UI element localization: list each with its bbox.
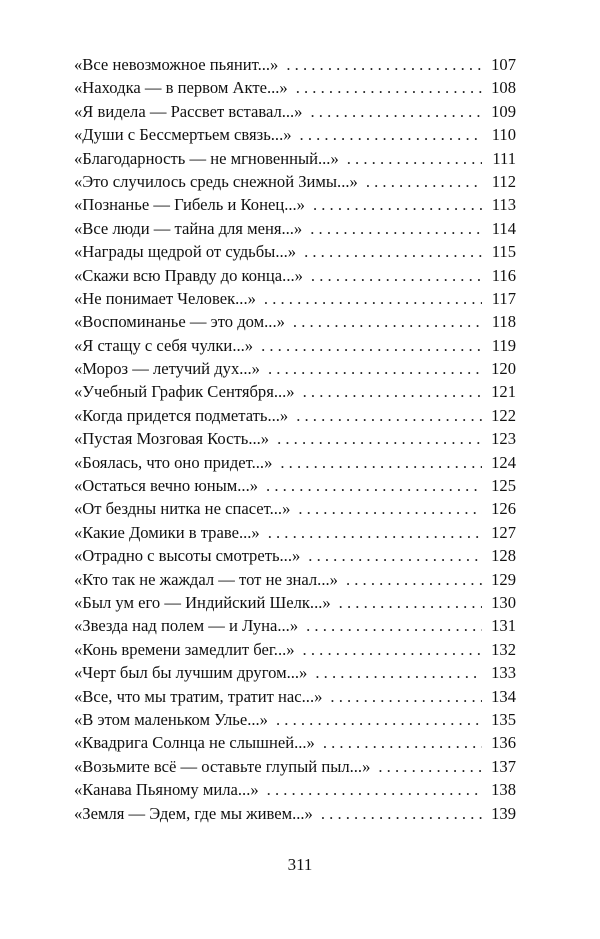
toc-dot-leader (304, 240, 482, 263)
toc-entry-page-number: 108 (491, 78, 516, 98)
toc-entry-title: «Канава Пьяному мила...» (74, 780, 259, 800)
toc-entry (74, 451, 516, 474)
toc-entry-page-number: 136 (491, 733, 516, 753)
toc-entry-page-number: 125 (491, 476, 516, 496)
toc-entry-title: «Черт был бы лучшим другом...» (74, 663, 308, 683)
toc-entry-title: «Мороз — летучий дух...» (74, 359, 260, 379)
toc-entry (74, 357, 516, 380)
toc-dot-leader (315, 661, 482, 684)
toc-dot-leader (366, 170, 482, 193)
toc-entry-title: «Возьмите всё — оставьте глупый пыл...» (74, 756, 371, 776)
toc-entry (74, 193, 516, 216)
toc-entry (74, 380, 516, 403)
toc-entry-title: «Воспоминанье — это дом...» (74, 312, 285, 332)
toc-entry-title: «Награды щедрой от судьбы...» (74, 242, 297, 262)
toc-entry-title: «Благодарность — не мгновенный...» (74, 148, 339, 168)
toc-entry-title: «Это случилось средь снежной Зимы...» (74, 171, 358, 191)
toc-dot-leader (311, 264, 482, 287)
toc-entry-page-number: 139 (491, 803, 516, 823)
toc-entry (74, 802, 516, 825)
toc-entry (74, 334, 516, 357)
toc-dot-leader (266, 474, 482, 497)
toc-entry (74, 708, 516, 731)
toc-entry-page-number: 114 (491, 218, 516, 238)
toc-dot-leader (300, 123, 482, 146)
toc-entry-title: «Был ум его — Индийский Шелк...» (74, 592, 331, 612)
toc-entry (74, 147, 516, 170)
toc-dot-leader (306, 614, 482, 637)
toc-entry-page-number: 132 (491, 639, 516, 659)
toc-entry (74, 778, 516, 801)
toc-entry-title: «Все невозможное пьянит...» (74, 55, 279, 74)
toc-entry-title: «Познанье — Гибель и Конец...» (74, 195, 305, 215)
toc-dot-leader (313, 193, 482, 216)
toc-entry (74, 76, 516, 99)
toc-dot-leader (264, 287, 482, 310)
toc-entry (74, 497, 516, 520)
toc-dot-leader (378, 755, 482, 778)
toc-entry-title: «Какие Домики в траве...» (74, 522, 260, 542)
toc-entry-title: «В этом маленьком Улье...» (74, 709, 268, 729)
toc-dot-leader (267, 778, 482, 801)
toc-entry-page-number: 115 (491, 242, 516, 262)
toc-entry (74, 123, 516, 146)
toc-entry-page-number: 122 (491, 405, 516, 425)
toc-entry (74, 755, 516, 778)
table-of-contents (74, 53, 516, 825)
toc-entry-page-number: 126 (491, 499, 516, 519)
toc-entry-title: «От бездны нитка не спасет...» (74, 499, 291, 519)
toc-entry-title: «Конь времени замедлит бег...» (74, 639, 295, 659)
toc-entry (74, 638, 516, 661)
toc-dot-leader (346, 568, 482, 591)
toc-entry-page-number: 110 (491, 125, 516, 145)
toc-dot-leader (310, 100, 482, 123)
toc-entry-page-number: 111 (492, 148, 516, 168)
toc-dot-leader (280, 451, 482, 474)
toc-entry (74, 217, 516, 240)
toc-entry-title: «Все, что мы тратим, тратит нас...» (74, 686, 323, 706)
page-number: 311 (287, 855, 313, 874)
toc-entry-page-number: 120 (491, 359, 516, 379)
toc-dot-leader (293, 310, 482, 333)
toc-entry (74, 521, 516, 544)
toc-entry (74, 544, 516, 567)
toc-entry-title: «Пустая Мозговая Кость...» (74, 429, 270, 449)
toc-entry-title: «Остаться вечно юным...» (74, 476, 259, 496)
toc-entry (74, 685, 516, 708)
toc-dot-leader (308, 544, 482, 567)
toc-dot-leader (303, 638, 482, 661)
toc-entry-title: «Не понимает Человек...» (74, 288, 256, 308)
toc-entry (74, 240, 516, 263)
toc-entry (74, 591, 516, 614)
toc-entry-title: «Души с Бессмертьем связь...» (74, 125, 292, 145)
toc-entry-page-number: 123 (491, 429, 516, 449)
toc-entry-title: «Я стащу с себя чулки...» (74, 335, 254, 355)
toc-dot-leader (330, 685, 482, 708)
toc-entry-title: «Скажи всю Правду до конца...» (74, 265, 303, 285)
toc-dot-leader (268, 521, 482, 544)
toc-entry (74, 427, 516, 450)
toc-entry-page-number: 137 (491, 756, 516, 776)
toc-entry (74, 404, 516, 427)
toc-dot-leader (347, 147, 482, 170)
toc-entry-title: «Находка — в первом Акте...» (74, 78, 288, 98)
toc-entry (74, 100, 516, 123)
toc-dot-leader (298, 497, 482, 520)
toc-entry (74, 614, 516, 637)
toc-entry (74, 264, 516, 287)
toc-entry-title: «Когда придется подметать...» (74, 405, 289, 425)
toc-entry (74, 310, 516, 333)
toc-entry-title: «Звезда над полем — и Луна...» (74, 616, 299, 636)
toc-entry-page-number: 107 (491, 55, 516, 74)
toc-dot-leader (323, 731, 482, 754)
toc-entry-page-number: 133 (491, 663, 516, 683)
toc-entry-page-number: 135 (491, 709, 516, 729)
toc-entry-page-number: 127 (491, 522, 516, 542)
toc-dot-leader (268, 357, 482, 380)
toc-entry (74, 287, 516, 310)
toc-entry-title: «Боялась, что оно придет...» (74, 452, 273, 472)
toc-entry (74, 170, 516, 193)
toc-entry-page-number: 134 (491, 686, 516, 706)
toc-entry-page-number: 129 (491, 569, 516, 589)
toc-dot-leader (261, 334, 482, 357)
toc-entry-page-number: 117 (491, 288, 516, 308)
toc-dot-leader (310, 217, 482, 240)
toc-dot-leader (277, 427, 482, 450)
toc-entry-title: «Отрадно с высоты смотреть...» (74, 546, 301, 566)
toc-entry-title: «Кто так не жаждал — тот не знал...» (74, 569, 338, 589)
toc-dot-leader (296, 76, 482, 99)
toc-entry-page-number: 128 (491, 546, 516, 566)
toc-dot-leader (276, 708, 482, 731)
toc-entry-page-number: 124 (491, 452, 516, 472)
toc-dot-leader (303, 380, 482, 403)
toc-entry-title: «Учебный График Сентября...» (74, 382, 295, 402)
toc-entry (74, 474, 516, 497)
toc-entry-title: «Все люди — тайна для меня...» (74, 218, 303, 238)
toc-entry-page-number: 131 (491, 616, 516, 636)
toc-entry (74, 731, 516, 754)
toc-dot-leader (339, 591, 482, 614)
toc-entry-page-number: 118 (491, 312, 516, 332)
toc-dot-leader (321, 802, 482, 825)
toc-entry-page-number: 113 (491, 195, 516, 215)
toc-entry (74, 568, 516, 591)
toc-entry-page-number: 116 (491, 265, 516, 285)
toc-entry-page-number: 121 (491, 382, 516, 402)
toc-entry (74, 53, 516, 76)
toc-entry-page-number: 138 (491, 780, 516, 800)
toc-dot-leader (286, 53, 482, 76)
toc-entry-page-number: 130 (491, 592, 516, 612)
toc-entry-title: «Я видела — Рассвет вставал...» (74, 101, 303, 121)
toc-entry-page-number: 109 (491, 101, 516, 121)
toc-entry (74, 661, 516, 684)
toc-entry-page-number: 119 (491, 335, 516, 355)
toc-entry-title: «Земля — Эдем, где мы живем...» (74, 803, 313, 823)
toc-dot-leader (296, 404, 482, 427)
toc-entry-page-number: 112 (491, 171, 516, 191)
toc-entry-title: «Квадрига Солнца не слышней...» (74, 733, 315, 753)
